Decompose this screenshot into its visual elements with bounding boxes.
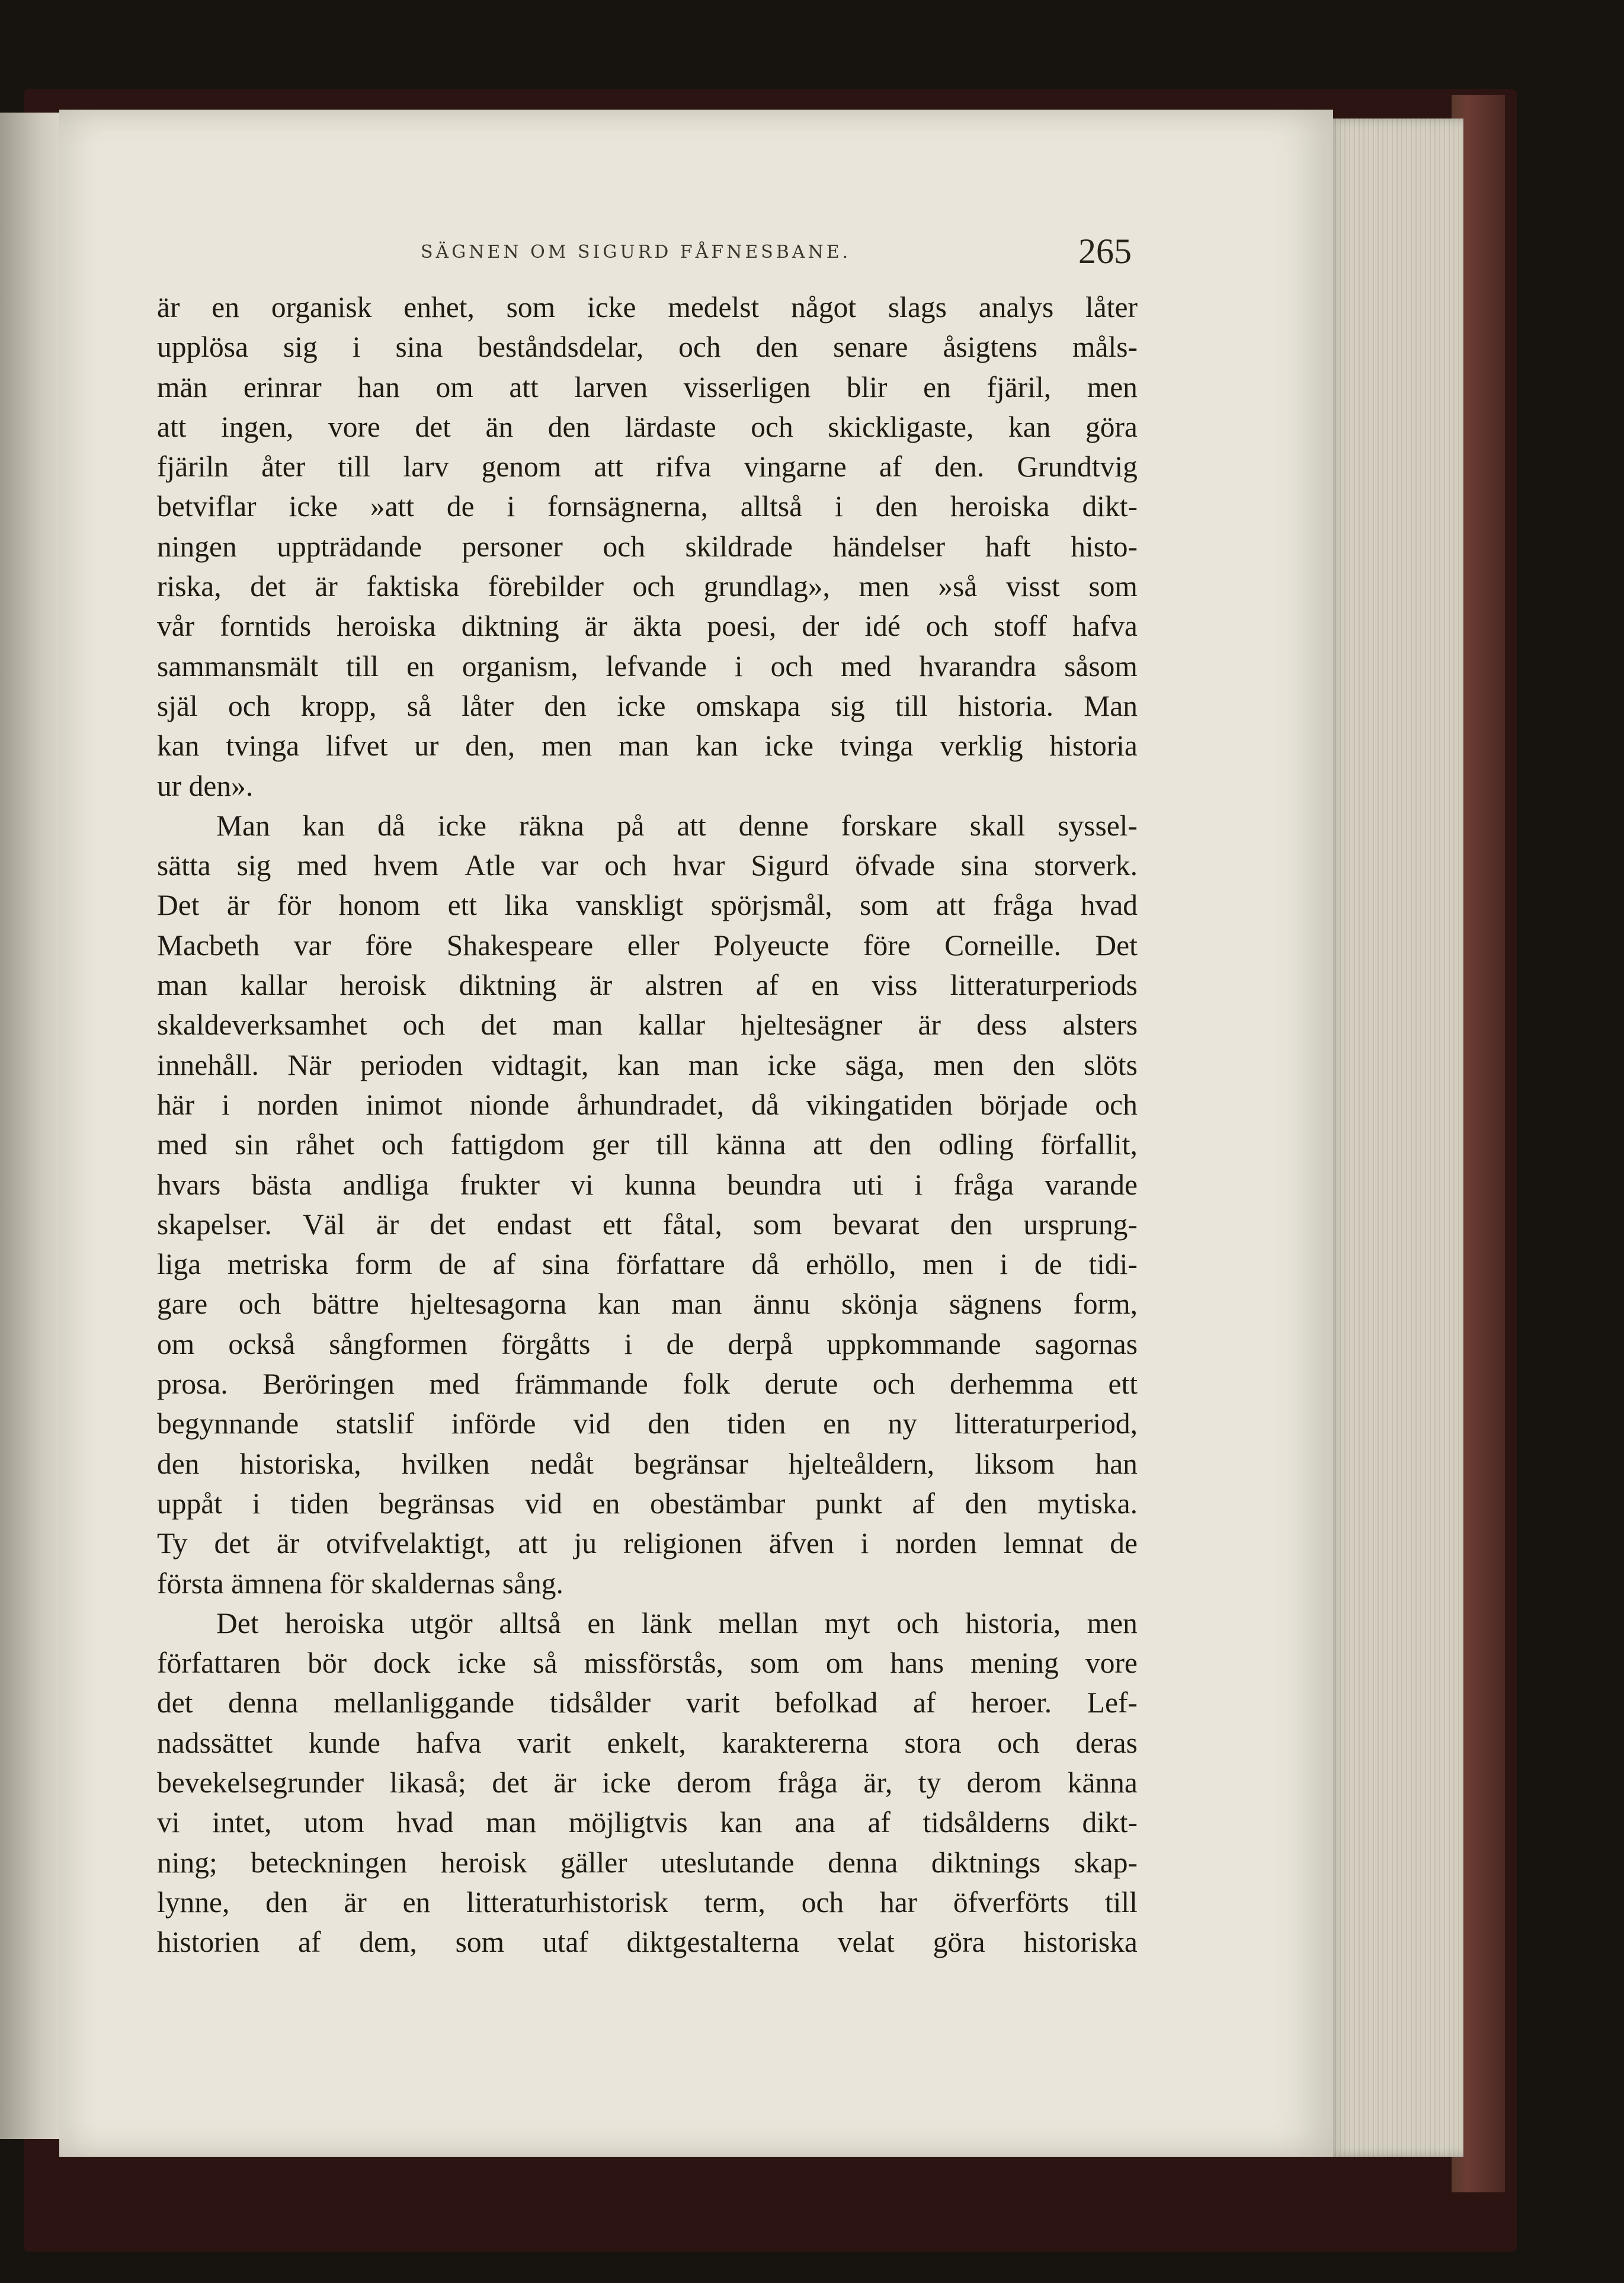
text-line: hvars bästa andliga frukter vi kunna beundra uti i fråga varande [157,1168,1138,1201]
text-line: begynnande statslif införde vid den tiden en ny litteraturperiod, [157,1407,1138,1440]
text-line: författaren bör dock icke så missförstås, som om hans mening vore [157,1647,1138,1680]
running-title: SÄGNEN OM SIGURD FÅFNESBANE. [421,242,851,262]
text-line: skapelser. Väl är det endast ett fåtal, som bevarat den ursprung- [157,1208,1138,1241]
text-line: Det heroiska utgör alltså en länk mellan myt och historia, men [216,1606,1138,1640]
text-line: innehåll. När perioden vidtagit, kan man icke säga, men den slöts [157,1048,1138,1081]
text-line: ningen uppträdande personer och skildrade händelser haft histo- [157,530,1138,563]
page-number: 265 [1078,232,1132,271]
text-line: lynne, den är en litteraturhistorisk term, och har öfverförts till [157,1885,1138,1919]
page-fore-edge [1327,119,1463,2157]
text-line: nadssättet kunde hafva varit enkelt, karaktererna stora och deras [157,1726,1138,1759]
text-line: ur den». [157,769,254,802]
text-line: första ämnena för skaldernas sång. [157,1567,563,1600]
text-line: Macbeth var före Shakespeare eller Polyeucte före Corneille. Det [157,928,1138,962]
text-line: upplösa sig i sina beståndsdelar, och den senare åsigtens måls- [157,331,1138,364]
text-line: här i norden inimot nionde århundradet, då vikingatiden började och [157,1088,1138,1121]
text-line: bevekelsegrunder likaså; det är icke derom fråga är, ty derom känna [157,1766,1138,1799]
text-line: män erinrar han om att larven visserligen blir en fjäril, men [157,370,1138,404]
text-line: själ och kropp, så låter den icke omskapa sig till historia. Man [157,689,1138,722]
text-line: ning; beteckningen heroisk gäller uteslutande denna diktnings skap- [157,1846,1138,1879]
text-line: vi intet, utom hvad man möjligtvis kan ana af tidsålderns dikt- [157,1806,1138,1839]
text-line: är en organisk enhet, som icke medelst något slags analys låter [157,291,1138,324]
text-line: om också sångformen förgåtts i de derpå uppkommande sagornas [157,1327,1138,1360]
body-text [157,287,1138,1962]
text-line: sammansmält till en organism, lefvande i och med hvarandra såsom [157,649,1138,683]
text-line: liga metriska form de af sina författare då erhöllo, men i de tidi- [157,1248,1138,1281]
text-line: gare och bättre hjeltesagorna kan man ännu skönja sägnens form, [157,1288,1138,1321]
text-line: uppåt i tiden begränsas vid en obestämbar punkt af den mytiska. [157,1487,1138,1520]
text-line: Ty det är otvifvelaktigt, att ju religionen äfven i norden lemnat de [157,1527,1138,1560]
text-line: skaldeverksamhet och det man kallar hjeltesägner är dess alsters [157,1008,1138,1042]
text-line: Det är för honom ett lika vanskligt spörjsmål, som att fråga hvad [157,889,1138,922]
text-line: sätta sig med hvem Atle var och hvar Sigurd öfvade sina storverk. [157,849,1138,882]
text-line: Man kan då icke räkna på att denne forskare skall syssel- [216,809,1138,842]
text-line: historien af dem, som utaf diktgestalterna velat göra historiska [157,1926,1138,1959]
text-line: med sin råhet och fattigdom ger till känna att den odling förfallit, [157,1128,1138,1161]
text-line: vår forntids heroiska diktning är äkta poesi, der idé och stoff hafva [157,610,1138,643]
text-line: att ingen, vore det än den lärdaste och skickligaste, kan göra [157,410,1138,443]
text-line: man kallar heroisk diktning är alstren af en viss litteraturperiods [157,969,1138,1002]
text-line: betviflar icke »att de i fornsägnerna, alltså i den heroiska dikt- [157,490,1138,523]
text-line: prosa. Beröringen med främmande folk derute och derhemma ett [157,1368,1138,1401]
text-line: fjäriln åter till larv genom att rifva vingarne af den. Grundtvig [157,450,1138,484]
text-line: kan tvinga lifvet ur den, men man kan icke tvinga verklig historia [157,729,1138,763]
text-line: den historiska, hvilken nedåt begränsar hjelteåldern, liksom han [157,1447,1138,1480]
text-line: det denna mellanliggande tidsålder varit befolkad af heroer. Lef- [157,1686,1138,1720]
text-line: riska, det är faktiska förebilder och grundlag», men »så visst som [157,570,1138,603]
